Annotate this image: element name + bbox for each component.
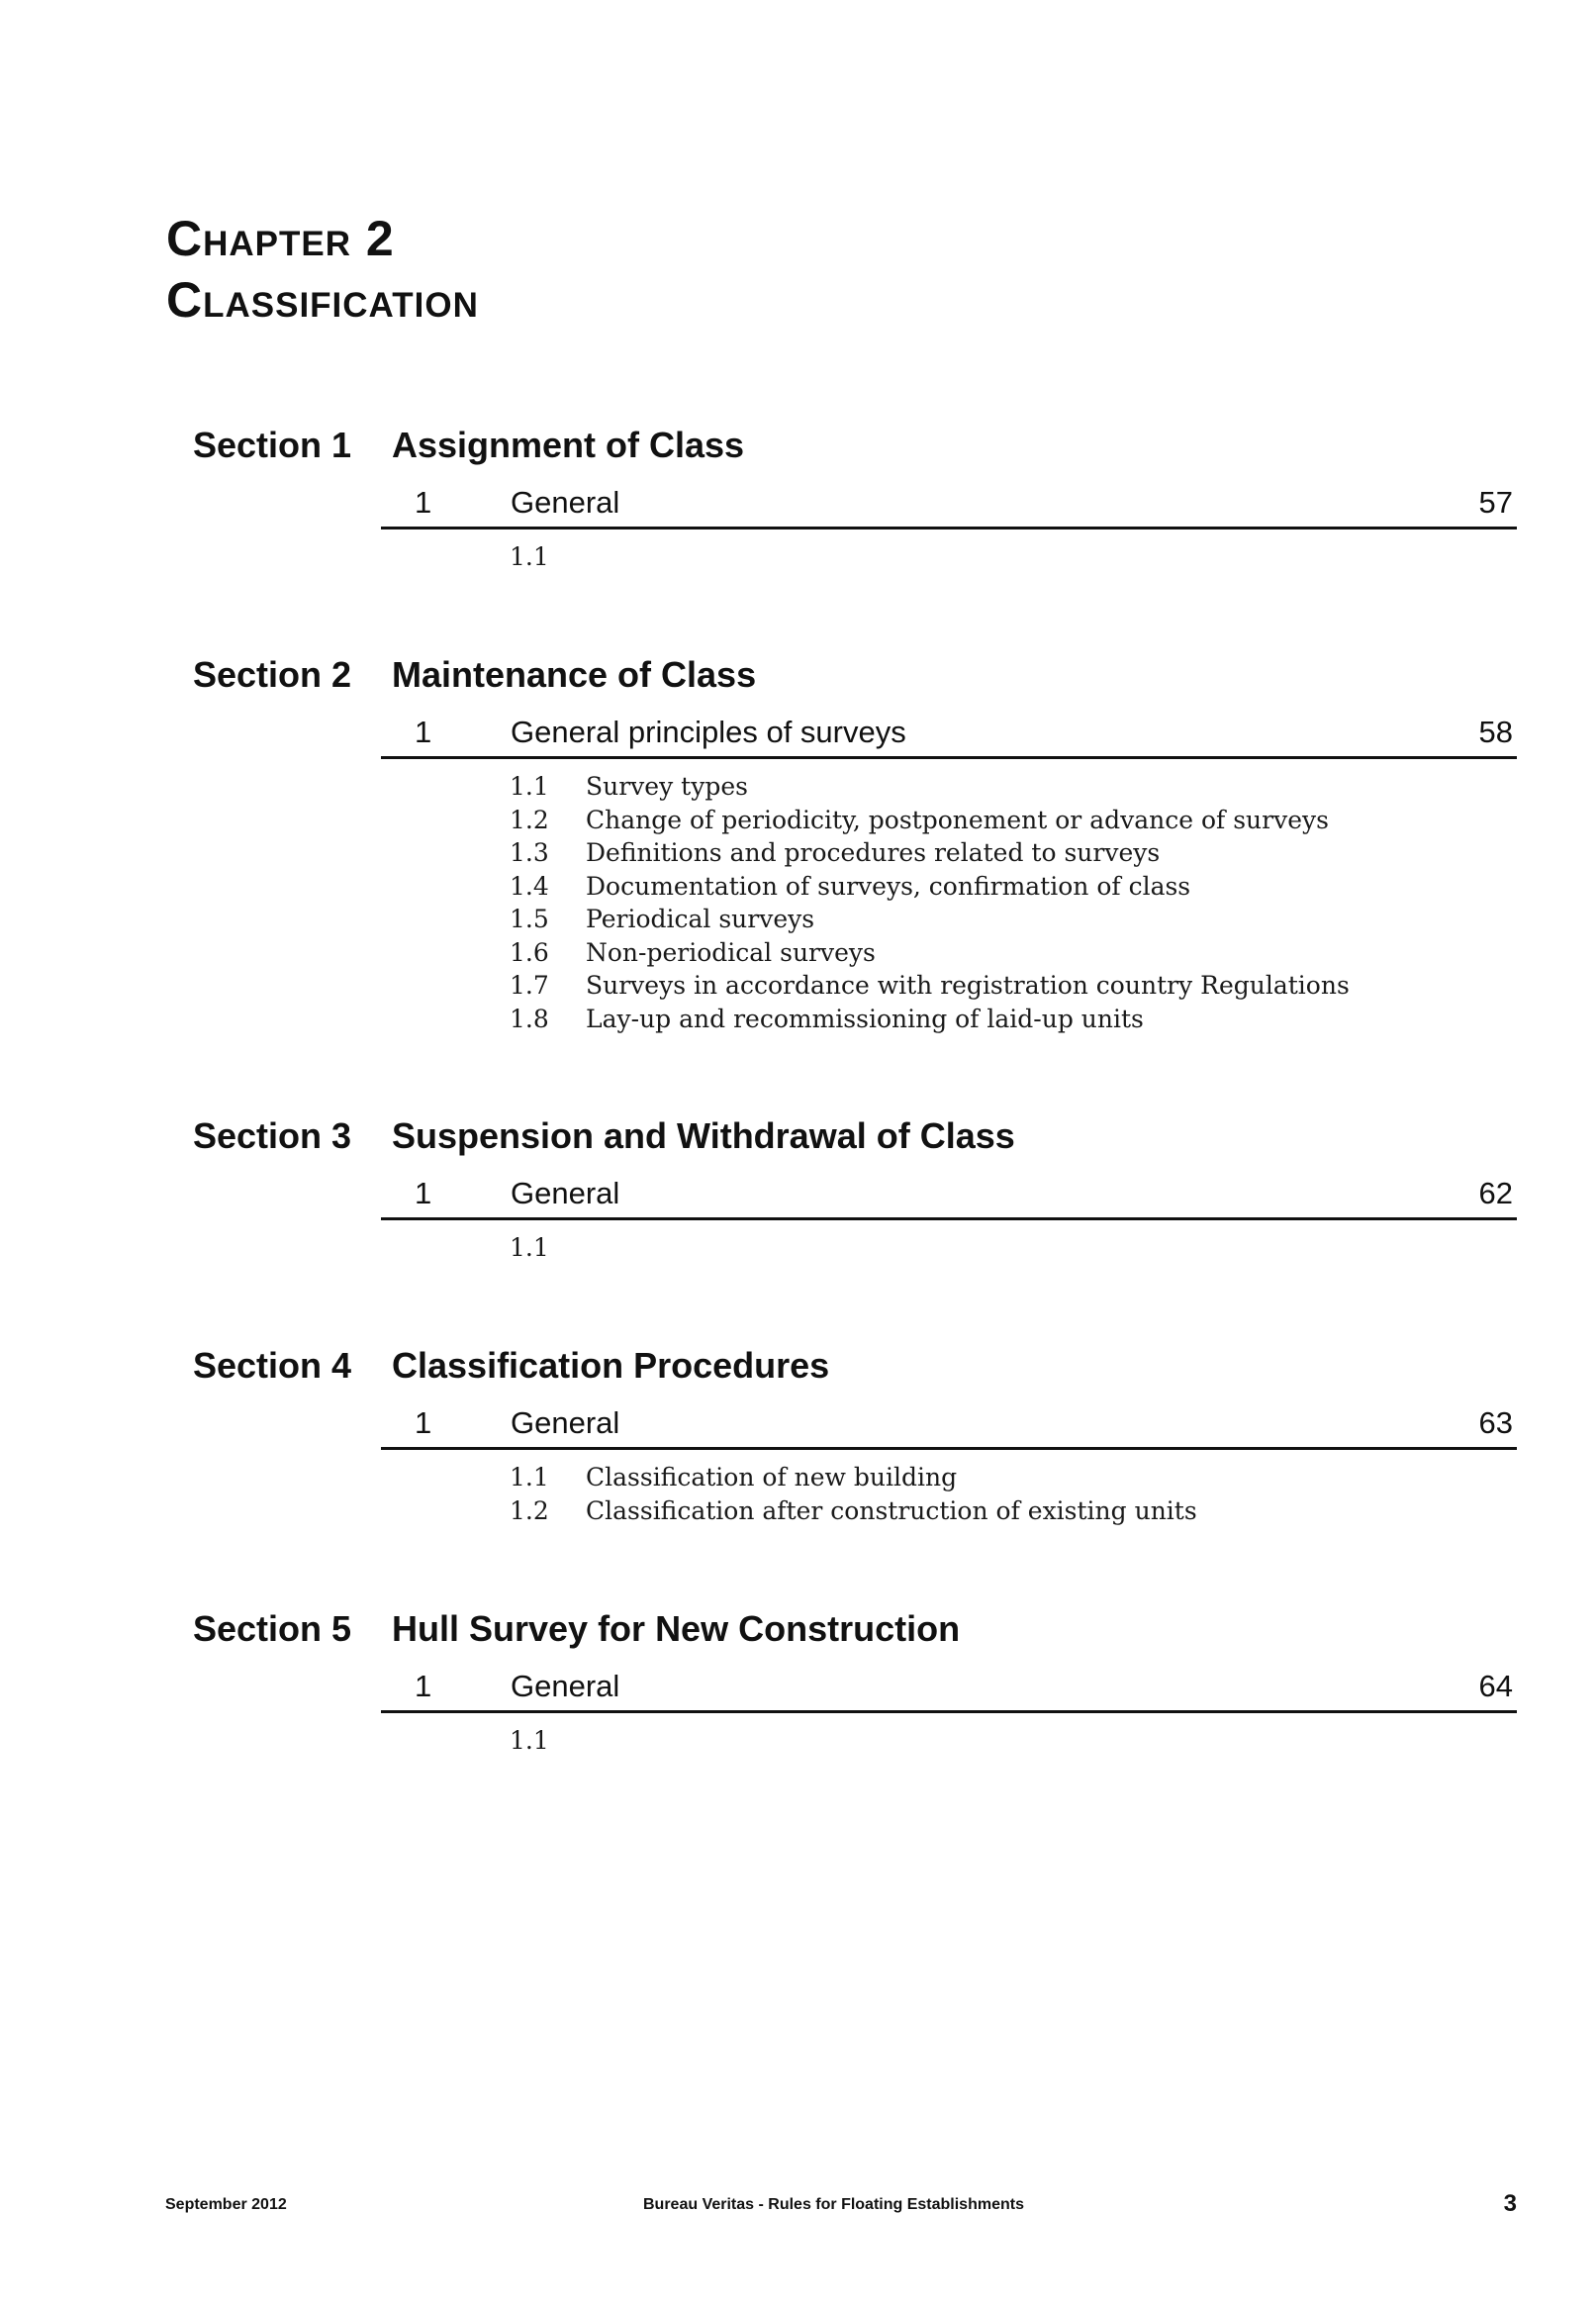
subentry-title: Documentation of surveys, confirmation of class (586, 871, 1191, 901)
toc-entry[interactable] (381, 1172, 1517, 1220)
entry-title[interactable]: General (511, 485, 620, 520)
entry-number: 1 (415, 1176, 432, 1210)
footer-date: September 2012 (165, 2196, 287, 2213)
toc-entry[interactable] (381, 1665, 1517, 1713)
entry-page-number[interactable]: 58 (1478, 715, 1513, 749)
chapter-name: Classification (166, 272, 479, 328)
subentry-number: 1.5 (510, 905, 549, 933)
entry-number: 1 (415, 715, 432, 749)
section-label: Section 4 (193, 1345, 352, 1386)
subentry-number: 1.8 (510, 1004, 549, 1033)
section-title[interactable]: Hull Survey for New Construction (392, 1608, 961, 1649)
subentry-number: 1.6 (510, 937, 549, 967)
toc-entry[interactable] (381, 711, 1517, 759)
entry-title[interactable]: General principles of surveys (511, 715, 906, 749)
chapter-number: Chapter 2 (166, 211, 395, 266)
footer-publication-title: Bureau Veritas - Rules for Floating Establishments (643, 2196, 1024, 2213)
subentry-number: 1.1 (510, 1463, 549, 1491)
subentry-title: Periodical surveys (586, 905, 815, 933)
entry-title[interactable]: General (511, 1405, 620, 1440)
entry-number: 1 (415, 1405, 432, 1440)
entry-page-number[interactable]: 57 (1478, 485, 1513, 520)
subentry-title: Lay-up and recommissioning of laid-up units (586, 1004, 1144, 1033)
subentry-title: Non-periodical surveys (586, 937, 876, 967)
footer-page-number: 3 (1503, 2190, 1517, 2217)
entry-number: 1 (415, 1669, 432, 1703)
entry-page-number[interactable]: 63 (1478, 1405, 1513, 1440)
subentry-number: 1.1 (510, 1726, 549, 1755)
subentry-number: 1.1 (510, 772, 549, 801)
subentry-number: 1.4 (510, 871, 549, 901)
section-label: Section 1 (193, 425, 352, 465)
subentry-title: Classification of new building (586, 1463, 958, 1491)
section-title[interactable]: Assignment of Class (392, 425, 745, 465)
entry-page-number[interactable]: 62 (1478, 1176, 1513, 1210)
section-label: Section 5 (193, 1608, 352, 1649)
subentry-number: 1.3 (510, 838, 549, 867)
subentry-title: Definitions and procedures related to surveys (586, 838, 1161, 867)
subentry-number: 1.2 (510, 805, 549, 834)
toc-entry[interactable] (381, 481, 1517, 529)
subentry-title: Surveys in accordance with registration country Regulations (586, 971, 1350, 1000)
subentry-number: 1.1 (510, 542, 549, 571)
entry-number: 1 (415, 485, 432, 520)
subentry-title: Classification after construction of existing units (586, 1495, 1197, 1525)
subentry-number: 1.1 (510, 1233, 549, 1262)
chapter-title (166, 208, 479, 331)
entry-title[interactable]: General (511, 1669, 620, 1703)
subentry-number: 1.7 (510, 971, 549, 1000)
section-title[interactable]: Classification Procedures (392, 1345, 830, 1386)
entry-page-number[interactable]: 64 (1478, 1669, 1513, 1703)
section-title[interactable]: Maintenance of Class (392, 654, 757, 695)
page-footer (0, 2192, 1596, 2222)
subentry-number: 1.2 (510, 1495, 549, 1525)
section-label: Section 3 (193, 1115, 352, 1156)
entry-title[interactable]: General (511, 1176, 620, 1210)
subentry-title: Survey types (586, 772, 748, 801)
toc-entry[interactable] (381, 1401, 1517, 1450)
subentry-title: Change of periodicity, postponement or advance of surveys (586, 805, 1329, 834)
section-title[interactable]: Suspension and Withdrawal of Class (392, 1115, 1015, 1156)
section-label: Section 2 (193, 654, 352, 695)
